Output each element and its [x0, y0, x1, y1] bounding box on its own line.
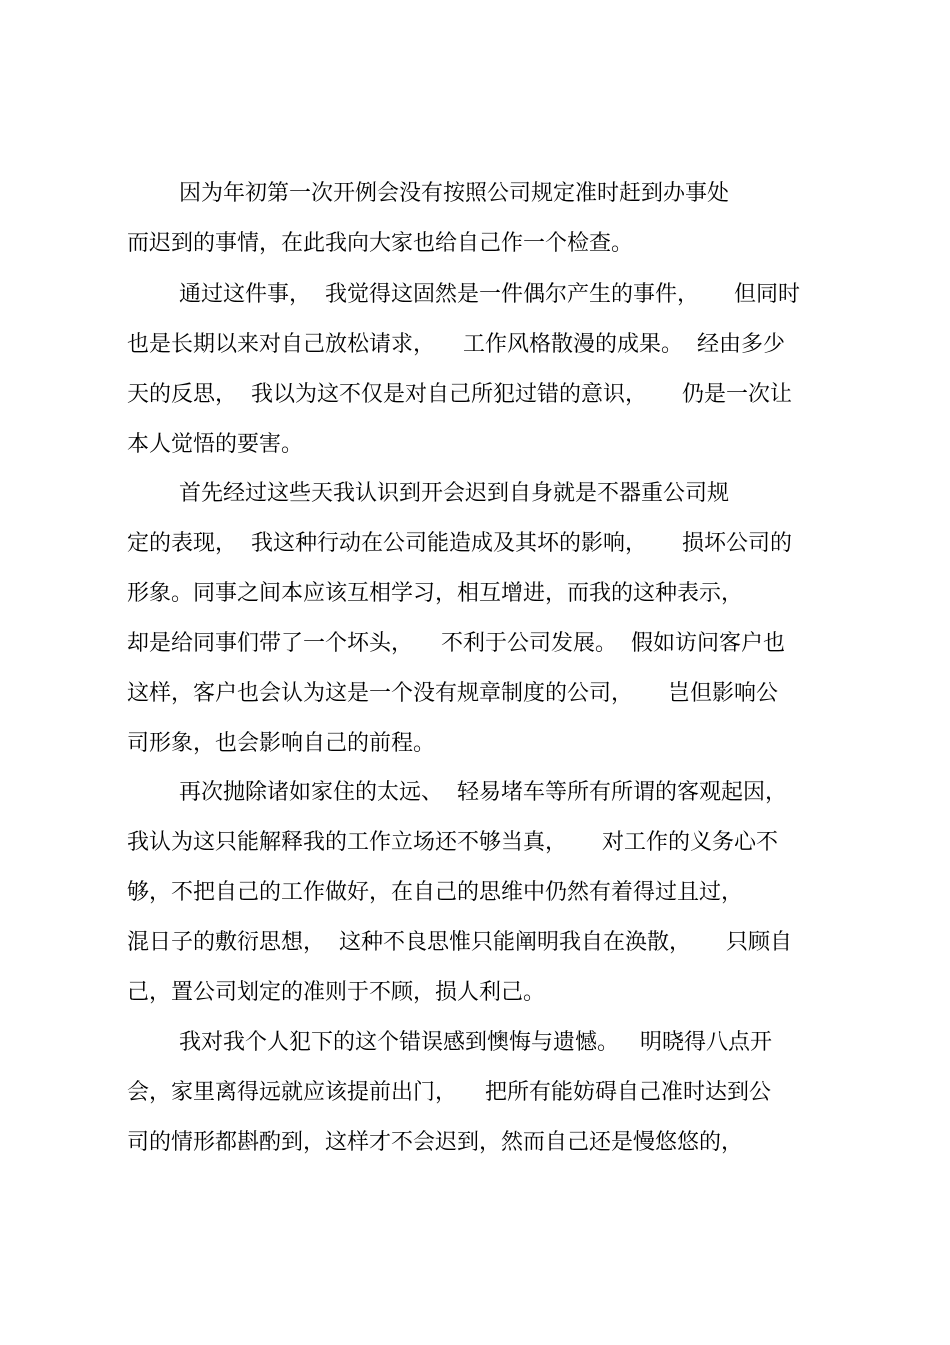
text-line: 混日子的敷衍思想， 这种不良思惟只能阐明我自在涣散， 只顾自 [127, 930, 792, 955]
text-line: 再次抛除诸如家住的太远、 轻易堵车等所有所谓的客观起因， [179, 780, 787, 805]
text-line: 而迟到的事情，在此我向大家也给自己作一个检查。 [127, 231, 634, 256]
text-line: 通过这件事， 我觉得这固然是一件偶尔产生的事件， 但同时 [179, 282, 800, 307]
text-line: 因为年初第一次开例会没有按照公司规定准时赶到办事处 [179, 181, 730, 206]
text-line: 定的表现， 我这种行动在公司能造成及其坏的影响， 损坏公司的 [127, 531, 792, 556]
text-line: 本人觉悟的要害。 [127, 432, 304, 457]
text-line: 会，家里离得远就应该提前出门， 把所有能妨碍自己准时达到公 [127, 1080, 771, 1105]
text-line: 够，不把自己的工作做好，在自己的思维中仍然有着得过且过， [127, 880, 744, 905]
text-line: 天的反思， 我以为这不仅是对自己所犯过错的意识， 仍是一次让 [127, 382, 792, 407]
text-line: 这样，客户也会认为这是一个没有规章制度的公司， 岂但影响公 [127, 681, 778, 706]
text-line: 也是长期以来对自己放松请求， 工作风格散漫的成果。 经由多少 [127, 332, 785, 357]
text-line: 司形象，也会影响自己的前程。 [127, 731, 436, 756]
text-line: 我认为这只能解释我的工作立场还不够当真， 对工作的义务心不 [127, 830, 778, 855]
text-line: 却是给同事们带了一个坏头， 不利于公司发展。 假如访问客户也 [127, 631, 785, 656]
text-line: 首先经过这些天我认识到开会迟到自身就是不器重公司规 [179, 481, 730, 506]
text-line: 形象。同事之间本应该互相学习，相互增进，而我的这种表示， [127, 581, 744, 606]
text-line: 司的情形都斟酌到，这样才不会迟到，然而自己还是慢悠悠的， [127, 1130, 744, 1155]
text-line: 己，置公司划定的准则于不顾，损人利己。 [127, 980, 546, 1005]
text-line: 我对我个人犯下的这个错误感到懊悔与遗憾。 明晓得八点开 [179, 1030, 772, 1055]
